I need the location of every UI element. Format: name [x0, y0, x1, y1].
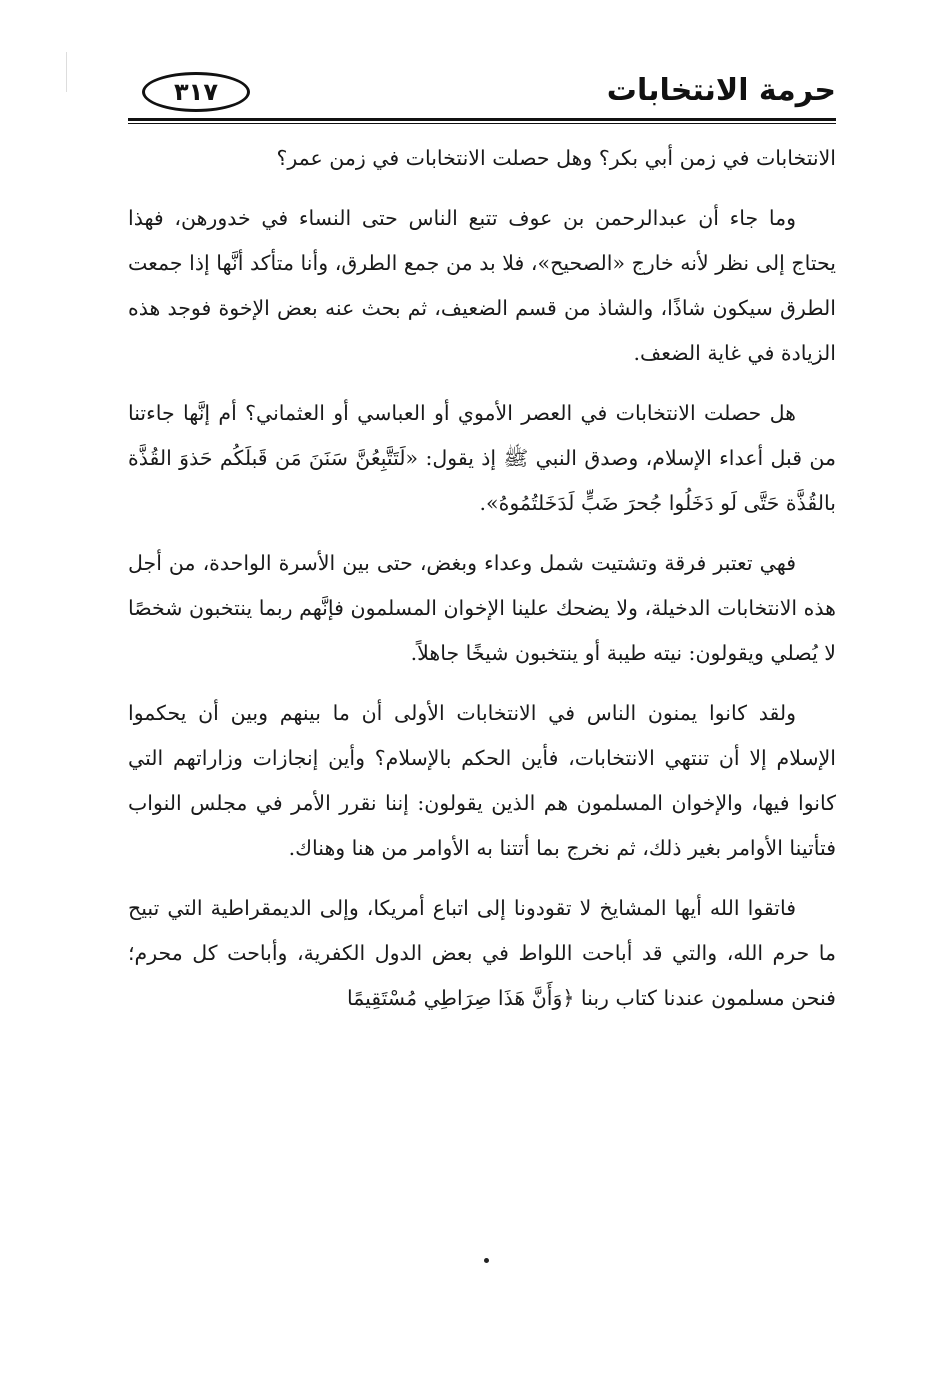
paragraph-abdulrahman-narration: وما جاء أن عبدالرحمن بن عوف تتبع الناس حتى النساء في خدورهن، فهذا يحتاج إلى نظر لأنه خارج «الصحيح»، فلا بد من جمع الطرق، وأنا متأكد أنَّها إذا جمعت الطرق سيكون شاذًا، والشاذ من قسم الضعيف، ثم بحث عنه بعض الإخوة فوجد هذه الزيادة في غاية الضعف. [128, 206, 836, 365]
page-header [128, 68, 836, 118]
running-title: حرمة الانتخابات [606, 73, 836, 108]
paragraph-continuation: الانتخابات في زمن أبي بكر؟ وهل حصلت الانتخابات في زمن عمر؟ [276, 146, 836, 170]
page-number-oval [142, 72, 250, 112]
footer-dot [484, 1258, 489, 1263]
scan-margin-mark [66, 52, 67, 92]
paragraph-division: فهي تعتبر فرقة وتشتيت شمل وعداء وبغض، حتى بين الأسرة الواحدة، من أجل هذه الانتخابات الدخيلة، ولا يضحك علينا الإخوان المسلمون فإنَّهم ربما ينتخبون شخصًا لا يُصلي ويقولون: نيته طيبة أو ينتخبون شيخًا جاهلاً. [128, 551, 836, 665]
body-text [128, 136, 836, 1036]
paragraph-promises: ولقد كانوا يمنون الناس في الانتخابات الأولى أن ما بينهم وبين أن يحكموا الإسلام إلا أن تنتهي الانتخابات، فأين الحكم بالإسلام؟ وأين إنجازات وزاراتهم التي كانوا فيها، والإخوان المسلمون هم الذين يقولون: إننا نقرر الأمر في مجلس النواب فتأتينا الأوامر بغير ذلك، ثم نخرج بما أتتنا به الأوامر من هنا وهناك. [128, 701, 836, 860]
page-number: ٣١٧ [174, 78, 218, 106]
header-rule [128, 118, 836, 124]
paragraph-hadith: هل حصلت الانتخابات في العصر الأموي أو العباسي أو العثماني؟ أم إنَّها جاءتنا من قبل أعداء الإسلام، وصدق النبي ﷺ إذ يقول: «لَتَتَّبِعُنَّ سَنَنَ مَن قَبلَكُم حَذوَ القُذَّة بالقُذَّة حَتَّى لَو دَخَلُوا جُحرَ ضَبٍّ لَدَخَلتُمُوهُ». [128, 401, 836, 515]
paragraph-admonition: فاتقوا الله أيها المشايخ لا تقودونا إلى اتباع أمريكا، وإلى الديمقراطية التي تبيح ما حرم الله، والتي قد أباحت اللواط في بعض الدول الكفرية، وأباحت كل محرم؛ فنحن مسلمون عندنا كتاب ربنا ﴿وَأَنَّ هَذَا صِرَاطِي مُسْتَقِيمًا [128, 896, 836, 1010]
